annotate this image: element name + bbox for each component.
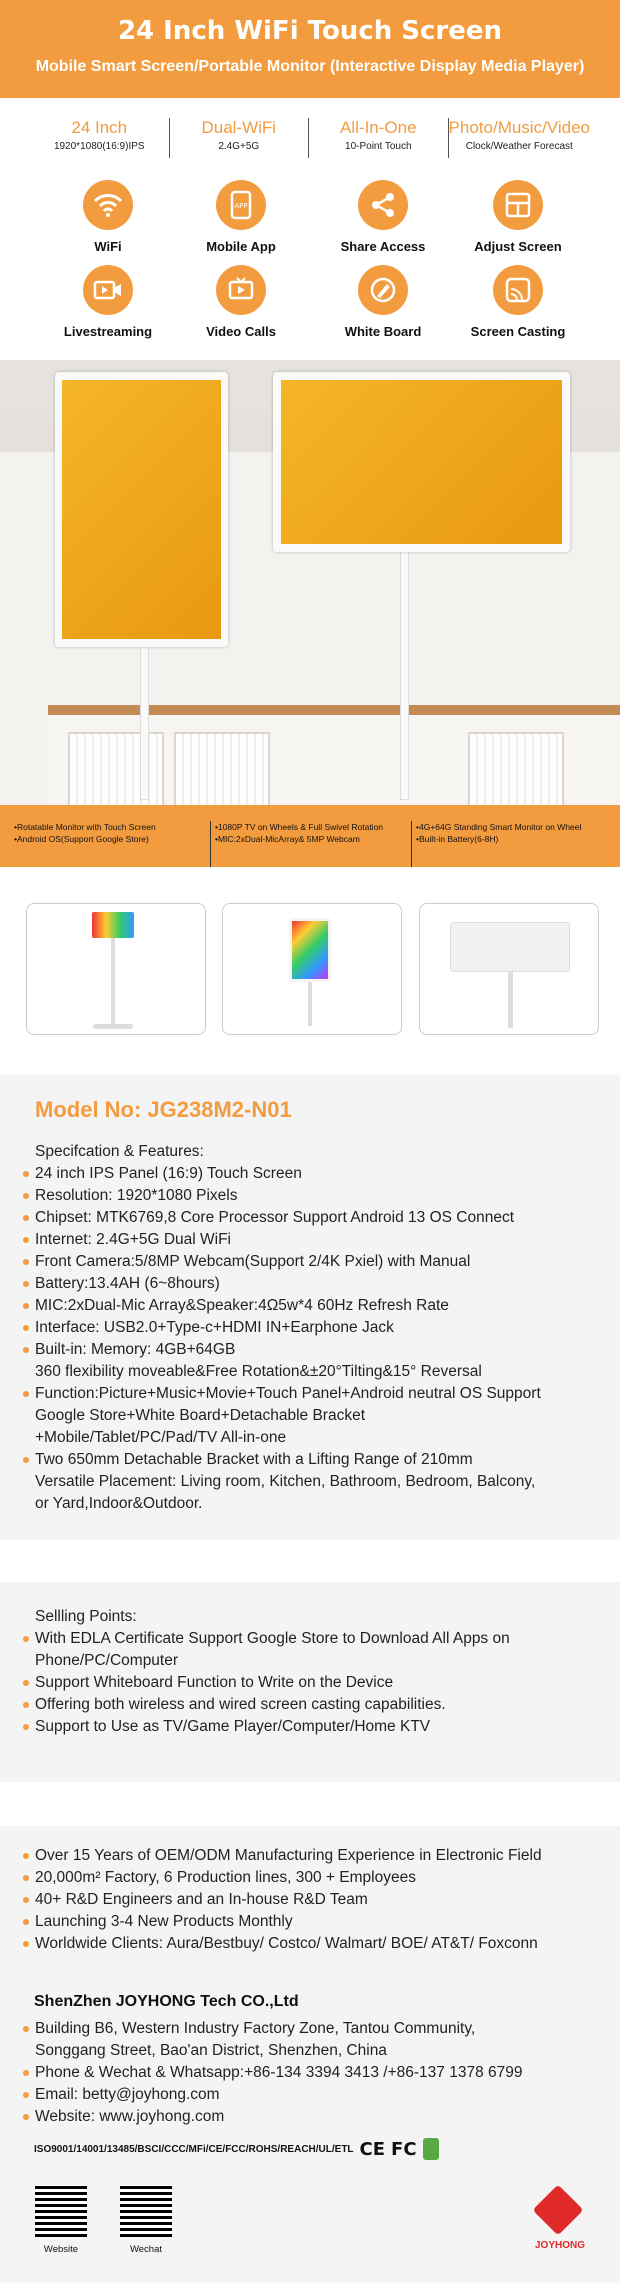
stand-pole-landscape — [400, 550, 409, 800]
brand-name: JOYHONG — [534, 2240, 585, 2251]
stand-pole-portrait — [140, 640, 149, 800]
website-qr-label: Website — [43, 2244, 79, 2255]
email-text[interactable]: Email: betty@joyhong.com — [22, 2084, 522, 2106]
wifi-icon — [83, 180, 133, 230]
feature-white-board: White Board — [318, 265, 448, 339]
model-number: Model No: JG238M2-N01 — [35, 1097, 292, 1122]
website-text[interactable]: Website: www.joyhong.com — [22, 2106, 522, 2128]
share-icon — [358, 180, 408, 230]
livestream-icon — [83, 265, 133, 315]
svg-text:APP: APP — [234, 202, 248, 210]
rohs-icon — [423, 2138, 439, 2160]
page-title: 24 Inch WiFi Touch Screen — [117, 16, 503, 46]
ce-mark: CE — [359, 2138, 386, 2160]
product-photo-front — [26, 903, 206, 1035]
website-qr-icon[interactable] — [35, 2185, 87, 2237]
header-banner — [0, 0, 620, 98]
feature-mobile-app: APP Mobile App — [176, 180, 306, 254]
wechat-qr-label: Wechat — [129, 2244, 163, 2255]
screen-casting-icon — [493, 265, 543, 315]
contact-list: Building B6, Western Industry Factory Zone, Tantou Community, Songgang Street, Bao'an District, Shenzhen, China Phone & Wechat & Whatsapp:+86-134 3394 3413 /+86-137 1378 6799 Email: betty@joyhong.com Website: www.joyhong.com — [22, 2018, 522, 2128]
selling-list: Sellling Points: With EDLA Certificate Support Google Store to Download All Apps on Phone/PC/Computer Support Whiteboard Function to Write on the Device Offering both wireless and wired screen casting capabilities. Support to Use as TV/Game Player/Computer/Home KTV — [22, 1606, 510, 1738]
fcc-mark: FC — [391, 2138, 417, 2160]
portrait-monitor-image — [55, 372, 228, 647]
spec-wifi: Dual-WiFi 2.4G+5G — [170, 118, 310, 158]
feature-wifi: WiFi — [43, 180, 173, 254]
landscape-monitor-image — [273, 372, 570, 552]
product-photo-portrait — [222, 903, 402, 1035]
product-photo-back — [419, 903, 599, 1035]
certifications: ISO9001/14001/13485/BSCI/CCC/MFi/CE/FCC/ROHS/REACH/UL/ETL CE FC — [34, 2138, 439, 2160]
adjust-screen-icon — [493, 180, 543, 230]
company-list: Over 15 Years of OEM/ODM Manufacturing Experience in Electronic Field 20,000m² Factory, 6 Production lines, 300 + Employees 40+ R&D Engineers and an In-house R&D Team Launching 3-4 New Products Monthly Worldwide Clients: Aura/Bestbuy/ Costco/ Walmart/ BOE/ AT&T/ Foxconn — [22, 1845, 542, 1955]
feature-adjust-screen: Adjust Screen — [453, 180, 583, 254]
mobile-app-icon — [216, 180, 266, 230]
page-subtitle: Mobile Smart Screen/Portable Monitor (Interactive Display Media Player) — [35, 58, 585, 75]
spec-media: Photo/Music/Video Clock/Weather Forecast — [448, 118, 590, 152]
spec-list: Specifcation & Features: 24 inch IPS Panel (16:9) Touch Screen Resolution: 1920*1080 Pixels Chipset: MTK6769,8 Core Processor Support Android 13 OS Connect Internet: 2.4G+5G Dual WiFi Front Camera:5/8MP Webcam(Support 2/4K Pxiel) with Manual Battery:13.4AH (6~8hours) MIC:2xDual-Mic Array&Speaker:4Ω5w*4 60Hz Refresh Rate Interface: USB2.0+Type-c+HDMI IN+Earphone Jack Built-in: Memory: 4GB+64GB 360 flexibility moveable&Free Rotation&±20°Tilting&15° Reversal Function:Picture+Music+Movie+Touch Panel+Android neutral OS Support Google Store+White Board+Detachable Bracket +Mobile/Tablet/PC/Pad/TV All-in-one Two 650mm Detachable Bracket with a Lifting Range of 210mm Versatile Placement: Living room, Kitchen, Bathroom, Bedroom, Balcony, or Yard,Indoor&Outdoor. — [22, 1141, 541, 1515]
feature-band: •Rotatable Monitor with Touch Screen •Android OS(Support Google Store) •1080P TV on Wheels & Full Swivel Rotation •MIC:2xDual-MicArray& 5MP Webcam •4G+64G Standing Smart Monitor on Wheel •Built-in Battery(6-8H) — [0, 805, 620, 867]
feature-share-access: Share Access — [318, 180, 448, 254]
spec-all-in-one: All-In-One 10-Point Touch — [309, 118, 449, 158]
spec-highlights — [30, 118, 590, 158]
feature-screen-casting: Screen Casting — [453, 265, 583, 339]
wechat-qr-icon[interactable] — [120, 2185, 172, 2237]
spec-size: 24 Inch 1920*1080(16:9)IPS — [30, 118, 170, 158]
whiteboard-icon — [358, 265, 408, 315]
company-name: ShenZhen JOYHONG Tech CO.,Ltd — [34, 1993, 299, 2010]
video-call-icon — [216, 265, 266, 315]
phone-text: Phone & Wechat & Whatsapp:+86-134 3394 3413 /+86-137 1378 6799 — [22, 2062, 522, 2084]
tv-cabinet — [48, 705, 620, 805]
feature-livestreaming: Livestreaming — [43, 265, 173, 339]
feature-video-calls: Video Calls — [176, 265, 306, 339]
